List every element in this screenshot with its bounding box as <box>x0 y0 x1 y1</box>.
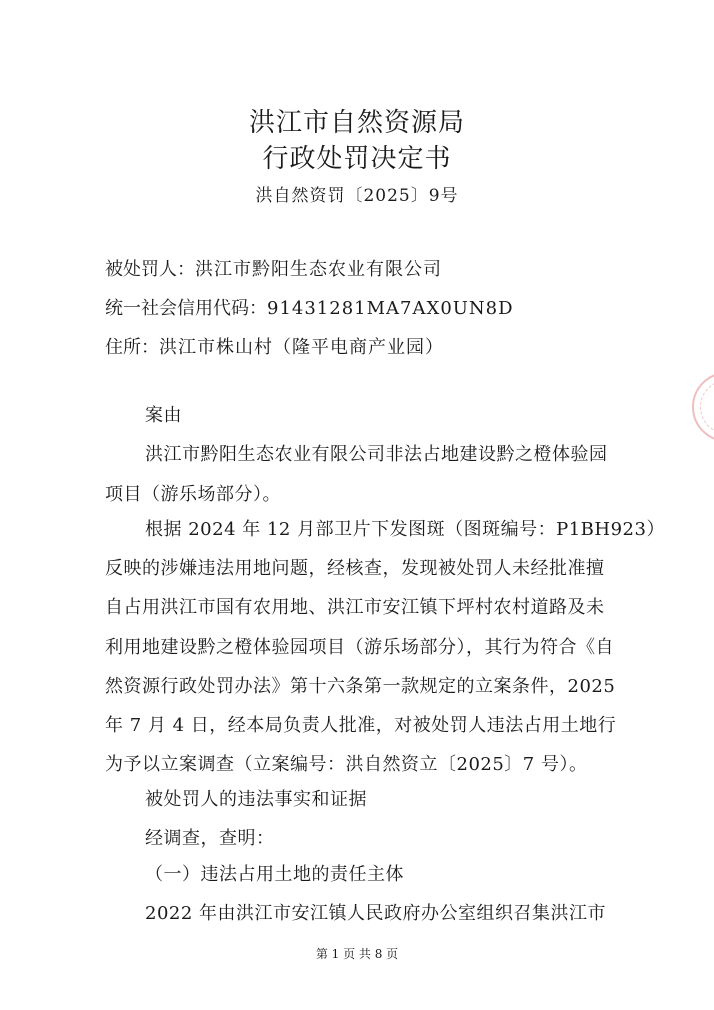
official-seal-fragment <box>692 372 714 442</box>
address-label: 住所： <box>105 337 159 358</box>
subsection-heading: （一）违法占用土地的责任主体 <box>145 864 404 885</box>
penalized-party-label: 被处罚人： <box>105 259 195 280</box>
issuing-authority-title: 洪江市自然资源局 <box>248 108 465 138</box>
paragraph-line: 年 7 月 4 日，经本局负责人批准，对被处罚人违法占用土地行 <box>105 715 617 736</box>
credit-code-value: 91431281MA7AX0UN8D <box>267 298 514 319</box>
page-indicator: 第 1 页 共 8 页 <box>315 947 399 961</box>
penalized-party-row <box>105 258 665 282</box>
section-heading-facts-evidence: 被处罚人的违法事实和证据 <box>145 789 367 810</box>
paragraph-line: 经调查，查明： <box>145 828 275 849</box>
document-number: 洪自然资罚〔2025〕9号 <box>255 186 459 206</box>
address-value: 洪江市株山村（隆平电商产业园） <box>159 337 444 358</box>
paragraph-line: 自占用洪江市国有农用地、洪江市安江镇下坪村农村道路及未 <box>105 597 605 618</box>
paragraph-line: 根据 2024 年 12 月部卫片下发图斑（图斑编号：P1BH923） <box>145 519 665 540</box>
paragraph-line: 然资源行政处罚办法》第十六条第一款规定的立案条件，2025 <box>105 676 616 697</box>
paragraph-line: 为予以立案调查（立案编号：洪自然资立〔2025〕7 号）。 <box>105 754 588 775</box>
paragraph-line: 项目（游乐场部分）。 <box>105 484 281 505</box>
address-row <box>105 336 665 360</box>
credit-code-label: 统一社会信用代码： <box>105 298 267 319</box>
document-type-title: 行政处罚决定书 <box>262 144 452 174</box>
credit-code-row <box>105 297 665 321</box>
paragraph-line: 利用地建设黔之橙体验园项目（游乐场部分），其行为符合《自 <box>105 637 614 658</box>
section-heading-case-cause: 案由 <box>145 405 182 426</box>
paragraph-line: 洪江市黔阳生态农业有限公司非法占地建设黔之橙体验园 <box>145 444 608 465</box>
paragraph-line: 反映的涉嫌违法用地问题，经核查，发现被处罚人未经批准擅 <box>105 558 605 579</box>
paragraph-line: 2022 年由洪江市安江镇人民政府办公室组织召集洪江市 <box>145 903 607 924</box>
penalized-party-value: 洪江市黔阳生态农业有限公司 <box>195 259 442 280</box>
